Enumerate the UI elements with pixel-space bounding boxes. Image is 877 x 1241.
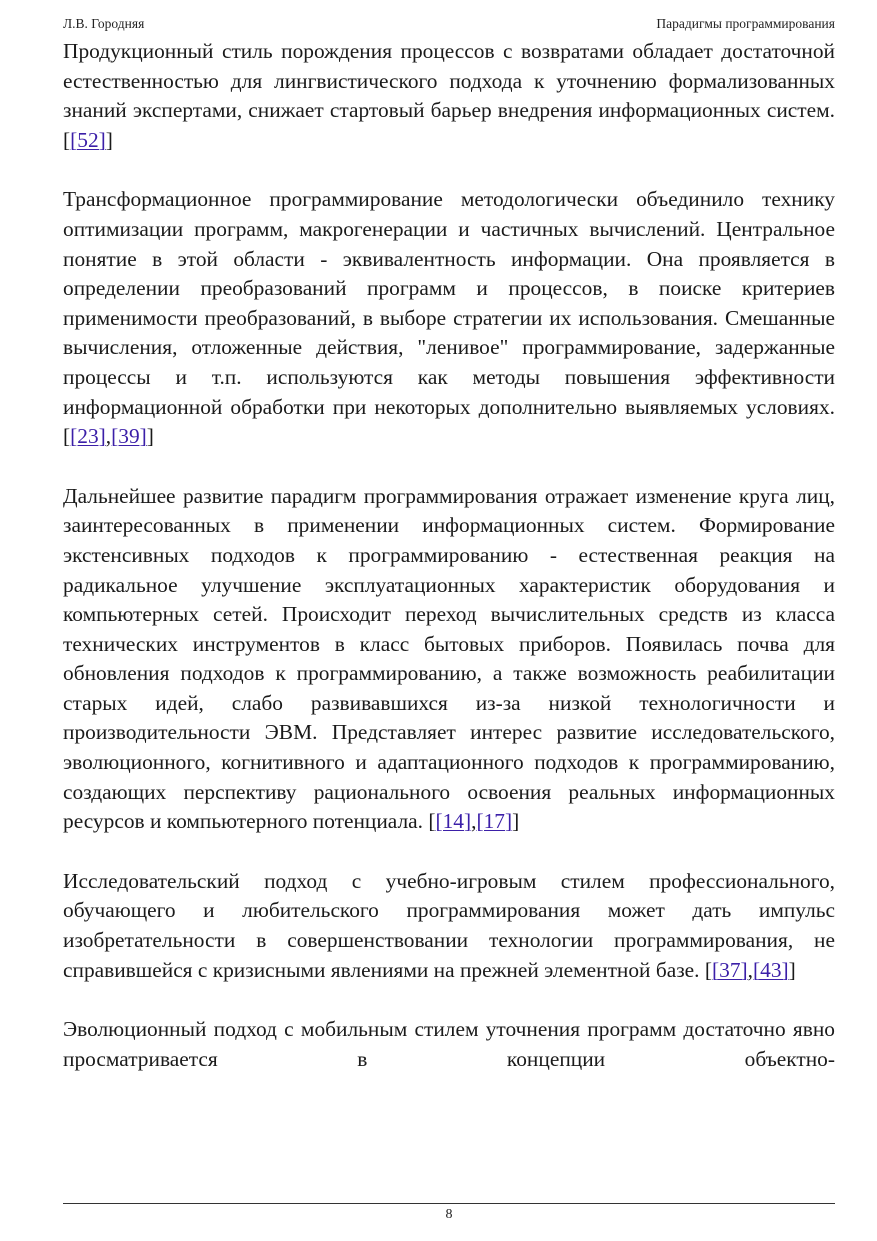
page-number: 8 [445, 1207, 453, 1222]
paragraph-text: Трансформационное программирование методологически объединило технику оптимизации программ, макрогенерации и частичных вычислений. Центральное понятие в этой области - эквивалентность информации. Она проявляется в определении преобразований программ и процессов, в поиске критериев применимости преобразований, в выборе стратегии их использования. Смешанные вычисления, отложенные действия, "ленивое" программирование, задержанные процессы и т.п. используются как методы повышения эффективности информационной обработки при некоторых дополнительно выявляемых условиях. [63, 187, 835, 419]
paragraph-transformational: Трансформационное программирование методологически объединило технику оптимизации программ, макрогенерации и частичных вычислений. Центральное понятие в этой области - эквивалентность информации. Она проявляется в определении преобразований программ и процессов, в поиске критериев применимости преобразований, в выборе стратегии их использования. Смешанные вычисления, отложенные действия, "ленивое" программирование, задержанные процессы и т.п. используются как методы повышения эффективности информационной обработки при некоторых дополнительно выявляемых условиях. [[23],[39]] [63, 187, 835, 449]
paragraph-further-development: Дальнейшее развитие парадигм программирования отражает изменение круга лиц, заинтересованных в применении информационных систем. Формирование экстенсивных подходов к программированию - естественная реакция на радикальное улучшение эксплуатационных характеристик оборудования и компьютерных сетей. Происходит переход вычислительных средств из класса технических инструментов в класс бытовых приборов. Появилась почва для обновления подходов к программированию, а также возможность реабилитации старых идей, слабо развивавшихся из-за низкой технологичности и производительности ЭВМ. Представляет интерес развитие исследовательского, эволюционного, когнитивного и адаптационного подходов к программированию, создающих перспективу рационального освоения реальных информационных ресурсов и компьютерного потенциала. [[14],[17]] [63, 483, 835, 834]
citation-link[interactable]: [37] [712, 957, 748, 982]
citation-link[interactable]: [14] [435, 809, 472, 834]
paragraph-text: Исследовательский подход с учебно-игровым стилем профессионального, обучающего и любительского программирования может дать импульс изобретательности в совершенствовании технологии программирования, не справившейся с кризисными явлениями на прежней элементной базе. [63, 868, 835, 982]
paragraph-evolutionary-approach [63, 1015, 835, 1074]
citation-link[interactable]: [17] [476, 809, 513, 834]
header-title: Парадигмы программирования [656, 16, 835, 31]
citation-link[interactable]: [43] [753, 957, 789, 982]
page-header [63, 16, 835, 36]
citation-link[interactable]: [52] [70, 127, 106, 152]
citation-link[interactable]: [23] [70, 424, 106, 449]
citation-link[interactable]: [39] [111, 424, 147, 449]
paragraph-text: Эволюционный подход с мобильным стилем уточнения программ достаточно явно просматривается в концепции объектно- [63, 1017, 835, 1071]
paragraph-text: Продукционный стиль порождения процессов с возвратами обладает достаточной естественностью для лингвистического подхода к уточнению формализованных знаний экспертами, снижает стартовый барьер внедрения информационных систем. [63, 39, 835, 123]
paragraph-text: Дальнейшее развитие парадигм программирования отражает изменение круга лиц, заинтересованных в применении информационных систем. Формирование экстенсивных подходов к программированию - естественная реакция на радикальное улучшение эксплуатационных характеристик оборудования и компьютерных сетей. Происходит переход вычислительных средств из класса технических инструментов в класс бытовых приборов. Появилась почва для обновления подходов к программированию, а также возможность реабилитации старых идей, слабо развивавшихся из-за низкой технологичности и производительности ЭВМ. Представляет интерес развитие исследовательского, эволюционного, когнитивного и адаптационного подходов к программированию, создающих перспективу рационального освоения реальных информационных ресурсов и компьютерного потенциала. [63, 483, 835, 834]
footer-divider [63, 1203, 835, 1204]
page-body [63, 37, 835, 1074]
paragraph-productional-style: Продукционный стиль порождения процессов с возвратами обладает достаточной естественностью для лингвистического подхода к уточнению формализованных знаний экспертами, снижает стартовый барьер внедрения информационных систем. [[52]] [63, 39, 835, 152]
paragraph-research-approach: Исследовательский подход с учебно-игровым стилем профессионального, обучающего и любительского программирования может дать импульс изобретательности в совершенствовании технологии программирования, не справившейся с кризисными явлениями на прежней элементной базе. [[37],[43]] [63, 868, 835, 982]
header-author: Л.В. Городняя [63, 16, 145, 31]
